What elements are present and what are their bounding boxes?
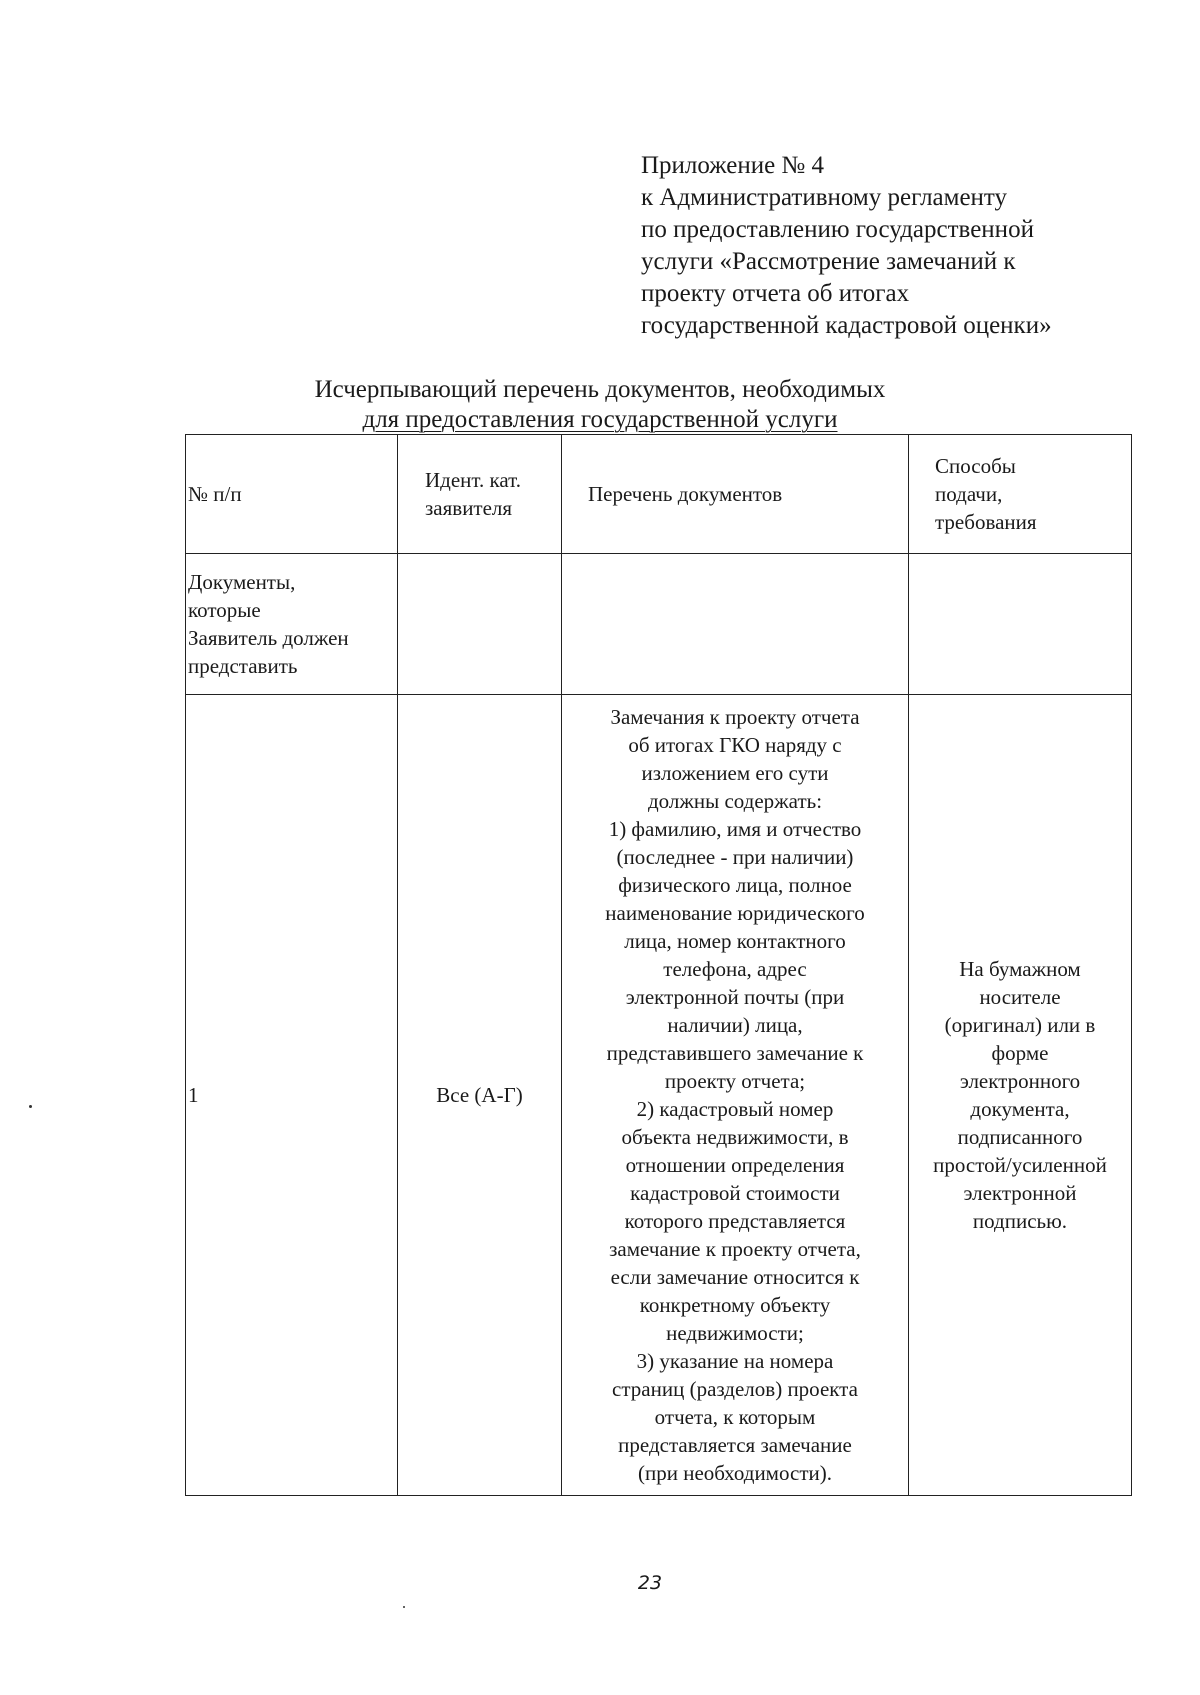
- title-line-1: Исчерпывающий перечень документов, необходимых: [314, 376, 886, 403]
- appendix-header: [641, 150, 1161, 342]
- row-documents: Замечания к проекту отчета об итогах ГКО наряду с изложением его сути должны содержать: 1) фамилию, имя и отчество (последнее - при наличии) физического лица, полное наименование юридического лица, номер контактного телефона, адрес электронной почты (при наличии) лица, представившего замечание к проекту отчета; 2) кадастровый номер объекта недвижимости, в отношении определения кадастровой стоимости которого представляется замечание к проекту отчета, если замечание относится к конкретному объекту недвижимости; 3) указание на номера страниц (разделов) проекта отчета, к которым представляется замечание (при необходимости).: [562, 695, 909, 1496]
- appendix-line: по предоставлению государственной: [641, 216, 1034, 243]
- document-title: [180, 375, 1020, 435]
- appendix-line: услуги «Рассмотрение замечаний к: [641, 248, 1016, 275]
- scan-speck: [29, 1105, 32, 1108]
- row-methods: На бумажном носителе (оригинал) или в форме электронного документа, подписанного простой/усиленной электронной подписью.: [909, 695, 1132, 1496]
- appendix-line: проекту отчета об итогах: [641, 280, 910, 307]
- header-category: Идент. кат. заявителя: [398, 435, 562, 554]
- table-row: [186, 695, 1132, 1496]
- appendix-line: к Административному регламенту: [641, 184, 1008, 211]
- section-empty-cell: [562, 554, 909, 695]
- appendix-line: государственной кадастровой оценки»: [641, 312, 1052, 339]
- page-number: 23: [637, 1572, 663, 1594]
- row-number: 1: [186, 695, 398, 1496]
- section-row: [186, 554, 1132, 695]
- section-empty-cell: [398, 554, 562, 695]
- documents-table: [185, 434, 1132, 1496]
- header-number: № п/п: [186, 435, 398, 554]
- title-line-2: для предоставления государственной услуги: [362, 406, 838, 433]
- appendix-line: Приложение № 4: [641, 152, 825, 179]
- section-empty-cell: [909, 554, 1132, 695]
- header-methods: Способы подачи, требования: [909, 435, 1132, 554]
- row-category: Все (А-Г): [398, 695, 562, 1496]
- header-documents: Перечень документов: [562, 435, 909, 554]
- scan-speck: [403, 1606, 405, 1608]
- section-label: Документы, которые Заявитель должен представить: [186, 554, 398, 695]
- table-header-row: [186, 435, 1132, 554]
